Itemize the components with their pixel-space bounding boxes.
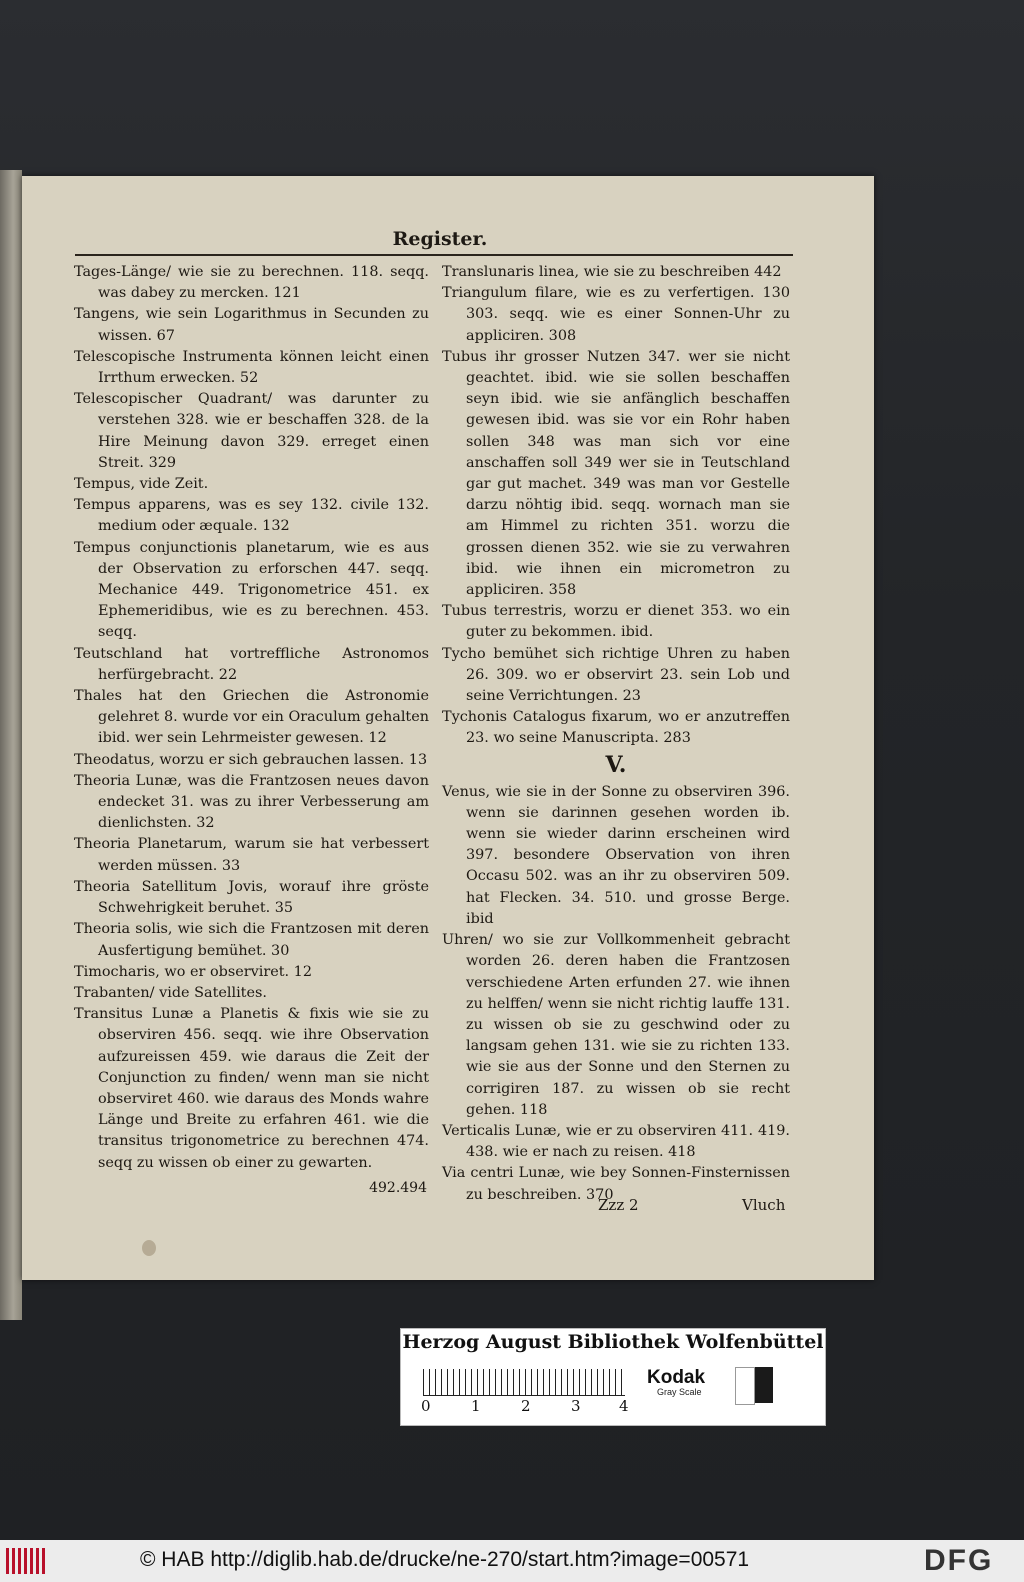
previous-page-edge [0, 170, 22, 1320]
dfg-logo: DFG [924, 1544, 994, 1577]
index-entry: Via centri Lunæ, wie bey Sonnen-Finsternissen zu beschreiben. 370 [442, 1165, 790, 1203]
ruler-tick-label: 3 [571, 1397, 581, 1415]
index-entry: Tangens, wie sein Logarithmus in Secunden zu wissen. 67 [74, 306, 429, 344]
index-entry: Tages-Länge/ wie sie zu berechnen. 118. seqq. was dabey zu mercken. 121 [74, 264, 429, 302]
index-entry: Tycho bemühet sich richtige Uhren zu haben 26. 309. wo er observirt 23. sein Lob und seine Verrichtungen. 23 [442, 645, 790, 705]
index-entry: Thales hat den Griechen die Astronomie gelehret 8. wurde vor ein Oraculum gehalten ibid. wer sein Lehrmeister gewesen. 12 [74, 688, 429, 747]
index-entry: Telescopischer Quadrant/ was darunter zu verstehen 328. wie er beschaffen 328. de la Hire Meinung davon 329. erreget einen Streit. 329 [74, 391, 429, 471]
index-entry: Timocharis, wo er observiret. 12 [74, 963, 312, 980]
index-entry: Telescopische Instrumenta können leicht einen Irrthum erwecken. 52 [74, 348, 429, 387]
index-entry: Teutschland hat vortreffliche Astronomos herfürgebracht. 22 [74, 645, 429, 683]
catchword: Vluch [742, 1196, 786, 1214]
index-entry: Theoria solis, wie sich die Frantzosen mit deren Ausfertigung bemühet. 30 [74, 921, 429, 959]
chart-title: Herzog August Bibliothek Wolfenbüttel [402, 1331, 824, 1353]
index-entry: Tubus ihr grosser Nutzen 347. wer sie nicht geachtet. ibid. wie sie sollen beschaffen seyn ibid. wie sie anfänglich beschaffen gewesen ibid. was sie vor ein Rohr haben sollen 348 was man sich vor eine anschaffen soll 349 wer sie in Teutschland gar gut machet. 349 was man vor Gestelle darzu nöhtig ibid. seqq. wornach man sie am Himmel zu richten 351. worzu die grossen dienen 352. wie sie zu verwahren ibid. wie ihnen ein micrometron zu appliciren. 358 [442, 348, 790, 599]
paper-stain [142, 1240, 156, 1256]
ruler-tick-label: 0 [421, 1397, 431, 1415]
right-column [442, 262, 790, 1206]
ruler-tick-label: 1 [471, 1397, 481, 1415]
index-entry: Tempus conjunctionis planetarum, wie es aus der Observation zu erforschen 447. seqq. Mechanice 449. Trigonometrice 451. ex Ephemeridibus, wie es zu berechnen. 453. seqq. [74, 539, 429, 641]
header-rule [75, 254, 793, 256]
copyright-link[interactable]: © HAB http://diglib.hab.de/drucke/ne-270/start.htm?image=00571 [140, 1548, 750, 1571]
ruler-tick-label: 2 [521, 1397, 531, 1415]
kodak-logo: Kodak [647, 1367, 706, 1388]
index-entry: Triangulum filare, wie es zu verfertigen. 130 303. seqq. wie es einer Sonnen-Uhr zu appliciren. 308 [442, 285, 790, 344]
index-entry: Venus, wie sie in der Sonne zu observiren 396. wenn sie darinnen gesehen worden ib. wenn sie wieder darinn erscheinen wird 397. besondere Observation von ihren Occasu 502. was an ihr zu observiren 509. hat Flecken. 34. 510. und grosse Berge. ibid [442, 783, 790, 927]
black-swatch [755, 1367, 773, 1403]
white-swatch [735, 1367, 755, 1405]
signature-mark: Zzz 2 [598, 1196, 639, 1214]
ruler-tick-label: 4 [619, 1397, 629, 1415]
index-entry: Trabanten/ vide Satellites. [74, 984, 267, 1001]
index-entry: Tychonis Catalogus fixarum, wo er anzutreffen 23. wo seine Manuscripta. 283 [442, 709, 790, 747]
barcode-icon [6, 1548, 46, 1574]
section-letter: V. [605, 751, 627, 778]
index-entry: Uhren/ wo sie zur Vollkommenheit gebracht worden 26. deren haben die Frantzosen verschiedene Arten erfunden 27. wie ihnen zu helffen/ wenn sie nicht richtig lauffe 131. zu wissen ob sie zu geschwind oder zu langsam gehen 131. wie sie zu richten 133. wie sie aus der Sonne und den Sternen zu corrigiren 187. zu wissen ob sie recht gehen. 118 [442, 932, 790, 1118]
index-entry: Theoria Planetarum, warum sie hat verbessert werden müssen. 33 [74, 836, 429, 874]
left-column [74, 262, 429, 1213]
index-entry: Tempus apparens, was es sey 132. civile 132. medium oder æquale. 132 [74, 497, 429, 535]
left-column-trailing-pages: 492.494 [369, 1179, 427, 1196]
index-entry: Translunaris linea, wie sie zu beschreiben 442 [442, 264, 782, 280]
index-entry: Verticalis Lunæ, wie er zu observiren 411. 419. 438. wie er nach zu reisen. 418 [442, 1122, 790, 1161]
footer-bar [0, 1540, 1024, 1582]
index-entry: Tempus, vide Zeit. [74, 476, 209, 493]
index-entry: Tubus terrestris, worzu er dienet 353. wo ein guter zu bekommen. ibid. [442, 603, 790, 641]
index-entry: Theoria Satellitum Jovis, worauf ihre gröste Schwehrigkeit beruhet. 35 [74, 878, 429, 917]
page-header: Register. [392, 228, 488, 250]
color-chart [400, 1328, 826, 1426]
index-entry: Theodatus, worzu er sich gebrauchen lassen. 13 [74, 751, 428, 768]
gray-scale-label: Gray Scale [657, 1387, 702, 1397]
index-entry: Theoria Lunæ, was die Frantzosen neues davon endecket 31. was zu ihrer Verbesserung am dienlichsten. 32 [74, 772, 429, 832]
index-entry: Transitus Lunæ a Planetis & fixis wie sie zu observiren 456. seqq. wie ihre Observation aufzureissen 459. wie daraus die Zeit der Conjunction zu finden/ wenn man sie nicht observiret 460. wie daraus des Monds wahre Länge und Breite zu erfahren 461. wie die transitus trigonometrice zu berechnen 474. seqq zu wissen ob einer zu gewarten. [74, 1006, 429, 1171]
scale-ruler [423, 1369, 625, 1396]
